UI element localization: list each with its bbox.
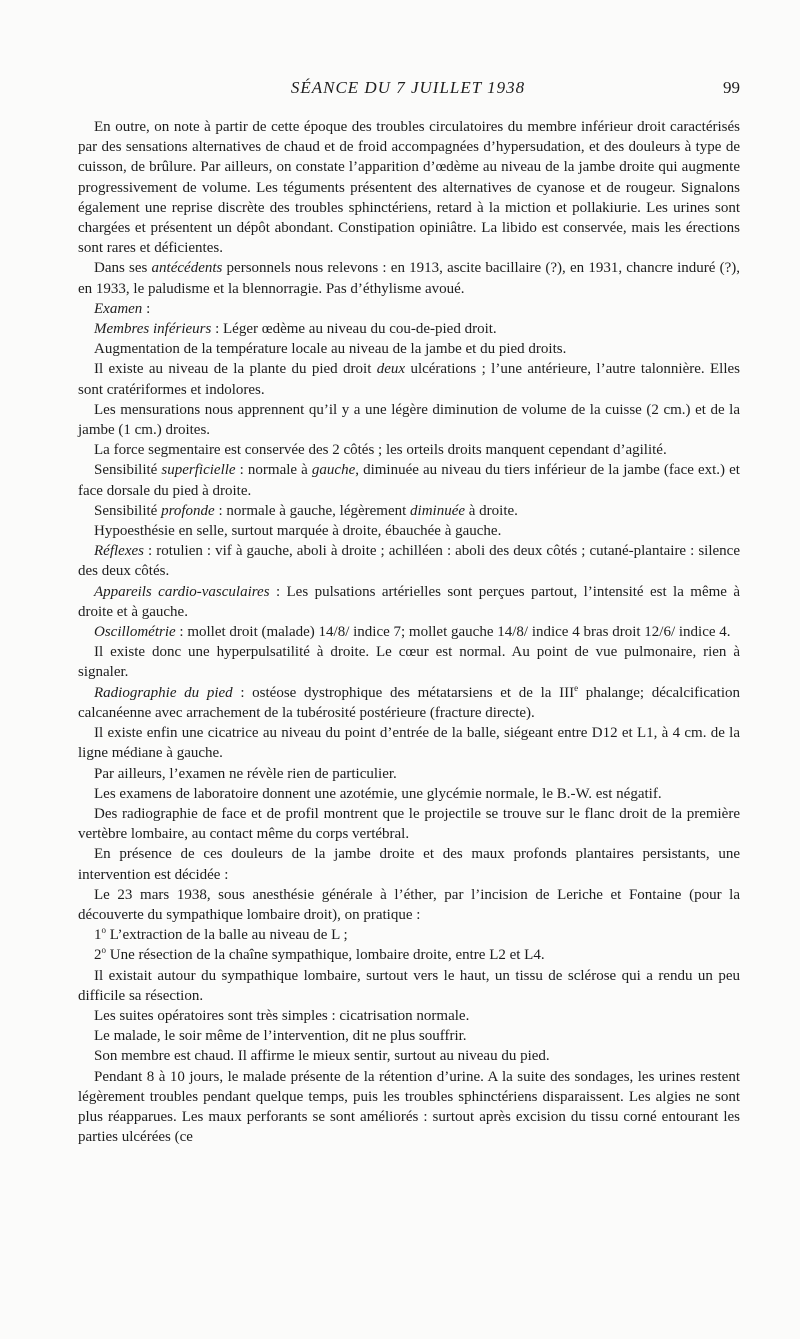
italic-text: Oscillométrie — [94, 624, 176, 641]
paragraph — [78, 642, 740, 682]
text-run: En présence de ces douleurs de la jambe droite et des maux profonds plantaires persistants, une intervention est décidée : — [78, 846, 740, 883]
page-header — [76, 78, 740, 102]
paragraph — [78, 400, 740, 440]
text-run: Il existe donc une hyperpulsatilité à droite. Le cœur est normal. Au point de vue pulmonaire, rien à signaler. — [78, 644, 740, 681]
body-text — [78, 117, 740, 1147]
paragraph — [78, 1026, 740, 1046]
text-run: : normale à — [235, 462, 312, 479]
paragraph — [78, 501, 740, 521]
text-run: Il existe au niveau de la plante du pied droit — [94, 361, 377, 378]
text-run: En outre, on note à partir de cette époque des troubles circulatoires du membre inférieur droit caractérisés par des sensations alternatives de chaud et de froid accompagnées d’hypersudation, et des douleurs à type de cuisson, de brûlure. Par ailleurs, on constate l’apparition d’œdème au niveau de la jambe droite qui augmente progressivement de volume. Les téguments présentent des alternatives de cyanose et de rougeur. Signalons également une reprise discrète des troubles sphinctériens, retard à la miction et pollakiurie. Les urines sont chargées et présentent un dépôt abondant. Constipation opiniâtre. La libido est conservée, mais les érections sont rares et déficientes. — [78, 119, 740, 257]
italic-text: deux — [376, 361, 406, 378]
superscript: e — [574, 682, 579, 693]
paragraph — [78, 1067, 740, 1148]
superscript: o — [101, 925, 106, 936]
text-run: : Les pulsations artérielles sont perçues partout, l’intensité est la même à droite et à gauche. — [78, 583, 740, 620]
italic-text: Membres inférieurs — [94, 321, 212, 338]
page-number: 99 — [723, 78, 740, 97]
text-run: Hypoesthésie en selle, surtout marquée à droite, ébauchée à gauche. — [94, 523, 502, 540]
italic-text: Réflexes — [94, 543, 144, 560]
text-run: : ostéose dystrophique des métatarsiens et de la III — [232, 684, 575, 701]
text-run: Des radiographie de face et de profil montrent que le projectile se trouve sur le flanc droit de la première vertèbre lombaire, au contact même du corps vertébral. — [78, 805, 740, 843]
text-run: Les mensurations nous apprennent qu’il y a une légère diminution de volume de la cuisse (2 cm.) et de la jambe (1 cm.) droites. — [78, 401, 740, 439]
text-run: Pendant 8 à 10 jours, le malade présente de la rétention d’urine. A la suite des sondages, les urines restent légèrement troubles pendant quelque temps, puis les troubles sphinctériens disparaissent. Les algies ne sont plus réapparues. Les maux perforants se sont améliorés : surtout après excision du tissu corné entourant les parties ulcérées (ce — [78, 1068, 740, 1146]
text-run: : rotulien : vif à gauche, aboli à droite ; achilléen : aboli des deux côtés ; cutané-plantaire : silence des deux côtés. — [78, 543, 740, 580]
paragraph — [78, 804, 740, 844]
text-run: : mollet droit (malade) 14/8/ indice 7; mollet gauche 14/8/ indice 4 bras droit 12/6/ indice 4. — [175, 624, 731, 641]
text-run: Son membre est chaud. Il affirme le mieux sentir, surtout au niveau du pied. — [94, 1048, 550, 1065]
paragraph — [78, 622, 740, 642]
text-run: Sensibilité — [94, 502, 162, 519]
paragraph — [78, 299, 740, 319]
paragraph — [78, 521, 740, 541]
text-run: Le 23 mars 1938, sous anesthésie générale à l’éther, par l’incision de Leriche et Fontaine (pour la découverte du sympathique lombaire droit), on pratique : — [78, 886, 740, 923]
paragraph — [78, 339, 740, 359]
text-run: Par ailleurs, l’examen ne révèle rien de particulier. — [94, 765, 397, 782]
text-run: 2 — [94, 947, 102, 964]
text-run: Les examens de laboratoire donnent une azotémie, une glycémie normale, le B.-W. est négatif. — [94, 785, 662, 802]
paragraph — [78, 319, 740, 339]
paragraph — [78, 784, 740, 804]
paragraph — [78, 945, 740, 965]
italic-text: gauche — [311, 462, 356, 479]
paragraph — [78, 683, 740, 723]
text-run: 1 — [94, 927, 102, 944]
italic-text: profonde — [161, 502, 215, 519]
text-run: L’extraction de la balle au niveau de L ; — [106, 927, 348, 944]
paragraph — [78, 764, 740, 784]
text-run: Il existait autour du sympathique lombaire, surtout vers le haut, un tissu de sclérose qui a rendu un peu difficile sa résection. — [78, 967, 740, 1004]
paragraph — [78, 440, 740, 460]
paragraph — [78, 582, 740, 622]
text-run: Les suites opératoires sont très simples : cicatrisation normale. — [94, 1007, 470, 1024]
text-run: Augmentation de la température locale au niveau de la jambe et du pied droits. — [94, 341, 567, 358]
text-run: , diminuée au niveau du tiers inférieur de la jambe (face ext.) et face dorsale du pied à droite. — [78, 462, 740, 499]
text-run: à droite. — [465, 502, 518, 519]
paragraph — [78, 723, 740, 763]
running-title: SÉANCE DU 7 JUILLET 1938 — [290, 78, 526, 97]
paragraph — [78, 1046, 740, 1066]
italic-text: Radiographie du pied — [94, 684, 233, 701]
text-run: Sensibilité — [94, 462, 162, 479]
paragraph — [78, 117, 740, 258]
italic-text: Examen — [94, 300, 143, 317]
italic-text: superficielle — [161, 462, 236, 479]
paragraph — [78, 541, 740, 581]
text-run: personnels nous relevons : en 1913, ascite bacillaire (?), en 1931, chancre induré (?), en 1933, le paludisme et la blennorragie. Pas d’éthylisme avoué. — [78, 260, 740, 297]
paragraph — [78, 460, 740, 500]
paragraph — [78, 925, 740, 945]
text-run: : normale à gauche, légèrement — [214, 502, 411, 519]
text-run: Il existe enfin une cicatrice au niveau du point d’entrée de la balle, siégeant entre D12 et L1, à 4 cm. de la ligne médiane à gauche. — [78, 725, 740, 762]
text-run: La force segmentaire est conservée des 2 côtés ; les orteils droits manquent cependant d’agilité. — [94, 442, 667, 459]
italic-text: Appareils cardio-vasculaires — [94, 583, 270, 600]
text-run: Dans ses — [94, 260, 152, 277]
superscript: o — [101, 945, 106, 956]
paragraph — [78, 966, 740, 1006]
text-run: : — [142, 300, 151, 317]
paragraph — [78, 1006, 740, 1026]
text-run: Le malade, le soir même de l’intervention, dit ne plus souffrir. — [94, 1028, 467, 1045]
text-run: Une résection de la chaîne sympathique, lombaire droite, entre L2 et L4. — [106, 947, 545, 964]
italic-text: diminuée — [410, 502, 466, 519]
text-run: : Léger œdème au niveau du cou-de-pied droit. — [211, 321, 497, 338]
paragraph — [78, 359, 740, 399]
paragraph — [78, 258, 740, 298]
text-run: ulcérations ; l’une antérieure, l’autre talonnière. Elles sont cratériformes et indolores. — [78, 361, 740, 398]
paragraph — [78, 844, 740, 884]
text-run: phalange; décalcification calcanéenne avec arrachement de la tubérosité postérieure (fracture directe). — [78, 684, 740, 721]
italic-text: antécédents — [151, 260, 223, 277]
paragraph — [78, 885, 740, 925]
